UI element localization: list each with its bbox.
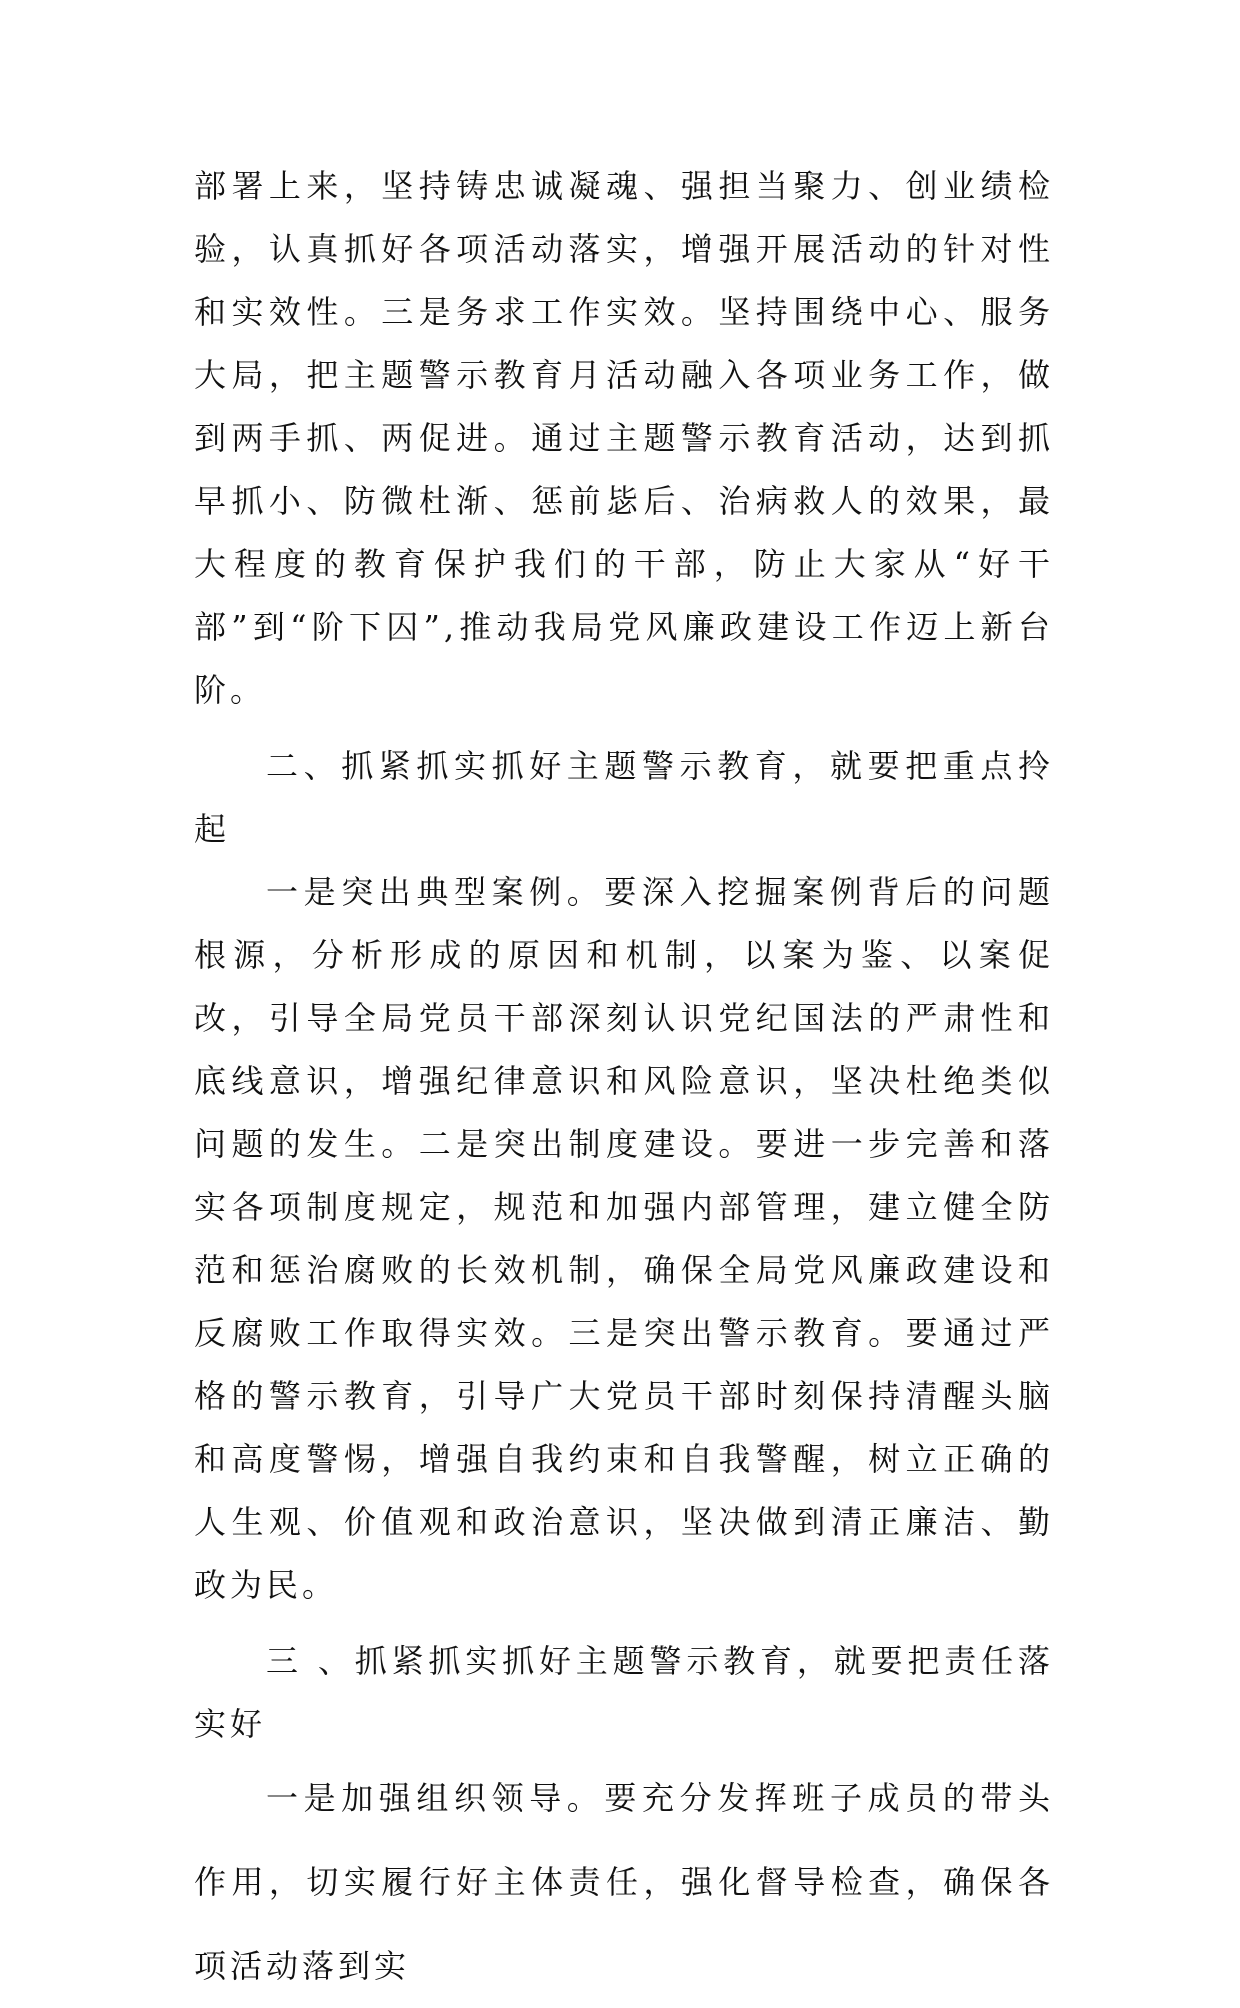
paragraph-continuation: 部署上来，坚持铸忠诚凝魂、强担当聚力、创业绩检验，认真抓好各项活动落实，增强开展活动的针对性和实效性。三是务求工作实效。坚持围绕中心、服务大局，把主题警示教育月活动融入各项业务工作，做到两手抓、两促进。通过主题警示教育活动，达到抓早抓小、防微杜渐、惩前毖后、治病救人的效果，最大程度的教育保护我们的干部，防止大家从“好干部”到“阶下囚”,推动我局党风廉政建设工作迈上新台阶。 xyxy=(194,167,1054,709)
document-body xyxy=(194,155,1054,2008)
paragraph-responsibility: 一是加强组织领导。要充分发挥班子成员的带头作用，切实履行好主体责任，强化督导检查，确保各项活动落到实 xyxy=(194,1779,1054,1985)
section-heading-3: 三 、抓紧抓实抓好主题警示教育，就要把责任落实好 xyxy=(194,1642,1054,1743)
paragraph-key-points: 一是突出典型案例。要深入挖掘案例背后的问题根源，分析形成的原因和机制，以案为鉴、以案促改，引导全局党员干部深刻认识党纪国法的严肃性和底线意识，增强纪律意识和风险意识，坚决杜绝类似问题的发生。二是突出制度建设。要进一步完善和落实各项制度规定，规范和加强内部管理，建立健全防范和惩治腐败的长效机制，确保全局党风廉政建设和反腐败工作取得实效。三是突出警示教育。要通过严格的警示教育，引导广大党员干部时刻保持清醒头脑和高度警惕，增强自我约束和自我警醒，树立正确的人生观、价值观和政治意识，坚决做到清正廉洁、勤政为民。 xyxy=(194,873,1054,1604)
section-heading-2: 二、抓紧抓实抓好主题警示教育，就要把重点拎起 xyxy=(194,747,1054,848)
